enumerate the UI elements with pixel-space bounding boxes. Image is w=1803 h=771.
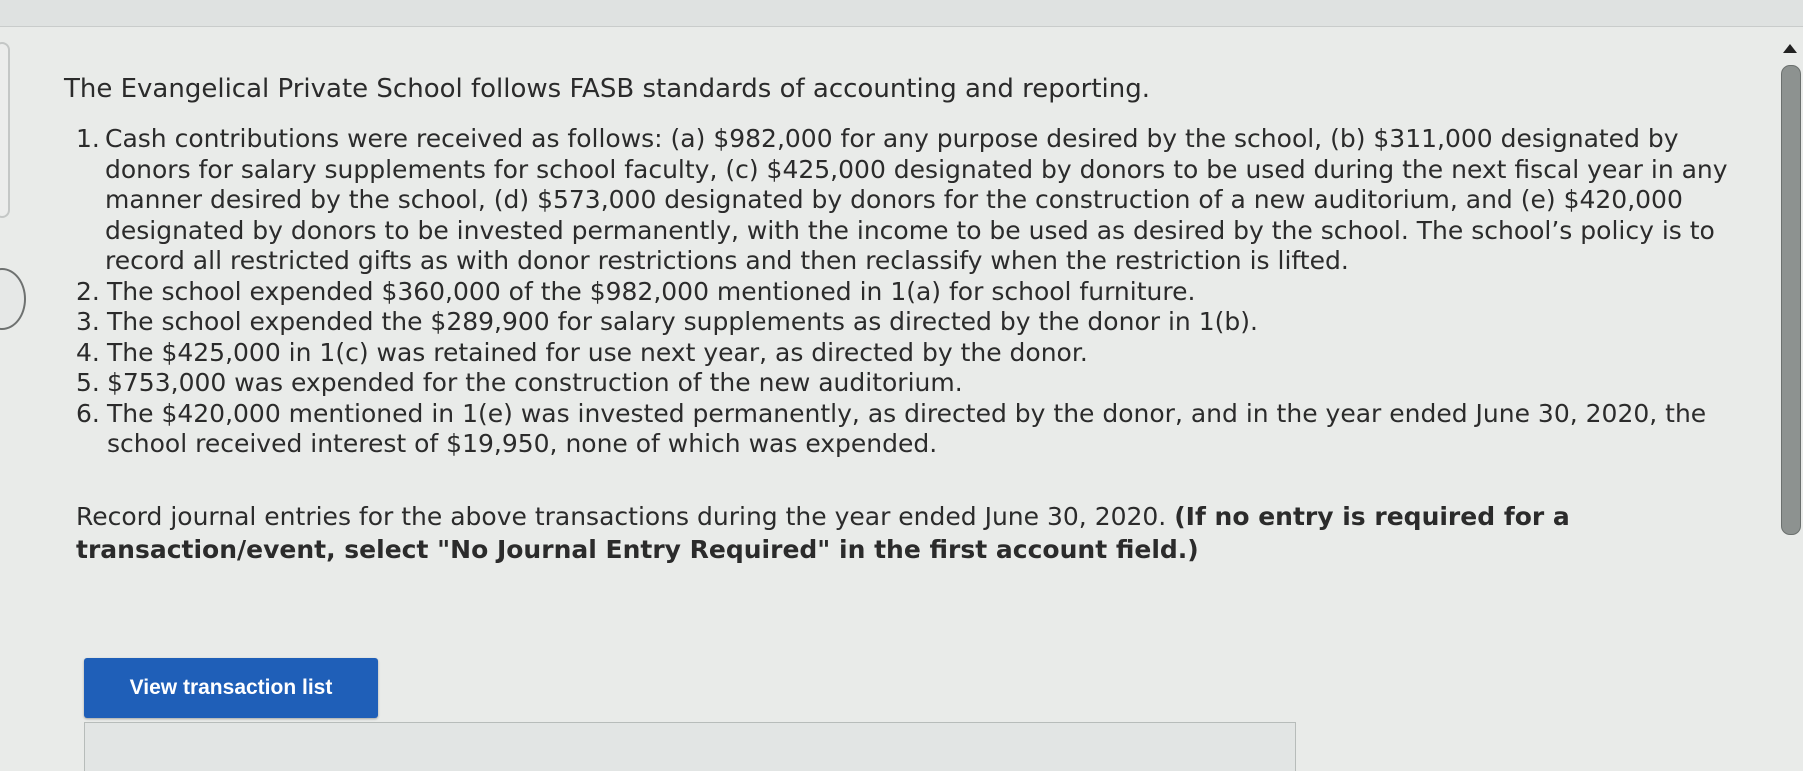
transaction-list [64,124,1754,460]
transaction-number: 3. [76,307,100,336]
instruction-note: (If no entry is required for a transaction/event, select "No Journal Entry Required" in the first account field.) [76,501,1570,564]
transaction-line: manner desired by the school, (d) $573,000 designated by donors for the construction of a new auditorium, and (e) $420,000 [105,185,1683,214]
left-nav-control[interactable] [0,268,26,330]
scroll-up-arrow-icon[interactable] [1783,44,1797,53]
top-toolbar-band [0,0,1803,27]
problem-intro: The Evangelical Private School follows FASB standards of accounting and reporting. [64,74,1151,104]
instruction-main: Record journal entries for the above transactions during the year ended June 30, 2020. [76,501,1167,531]
transaction-item [64,368,1754,399]
transaction-line: school received interest of $19,950, none of which was expended. [107,429,938,458]
transaction-line: designated by donors to be invested permanently, with the income to be used as desired by the school. The school’s policy is to [105,215,1715,245]
transaction-item [64,399,1754,460]
view-transaction-list-button[interactable]: View transaction list [84,658,378,718]
transaction-number: 5. [76,368,100,397]
problem-content [64,74,1754,566]
journal-entry-worksheet[interactable] [84,722,1296,771]
transaction-line: $753,000 was expended for the construction of the new auditorium. [107,368,963,397]
transaction-line: The school expended $360,000 of the $982,000 mentioned in 1(a) for school furniture. [107,276,1196,306]
transaction-item [64,124,1754,277]
scrollbar-thumb[interactable] [1781,65,1801,535]
transaction-line: record all restricted gifts as with donor restrictions and then reclassify when the restriction is lifted. [105,246,1349,275]
transaction-item [64,338,1754,369]
left-panel-edge [0,42,10,218]
transaction-line: The $425,000 in 1(c) was retained for use next year, as directed by the donor. [107,337,1088,367]
transaction-line: Cash contributions were received as follows: (a) $982,000 for any purpose desired by the school, (b) $311,000 designated by [105,124,1679,153]
transaction-line: donors for salary supplements for school faculty, (c) $425,000 designated by donors to be used during the next fiscal year in any [105,154,1728,184]
transaction-number: 4. [76,337,100,367]
transaction-item [64,277,1754,308]
vertical-scrollbar[interactable] [1779,34,1803,771]
transaction-number: 2. [76,276,100,306]
transaction-number: 1. [76,124,100,153]
transaction-number: 6. [76,398,100,428]
transaction-line: The school expended the $289,900 for salary supplements as directed by the donor in 1(b). [107,307,1258,336]
transaction-item [64,307,1754,338]
instruction-text [76,500,1616,566]
transaction-line: The $420,000 mentioned in 1(e) was invested permanently, as directed by the donor, and in the year ended June 30, 2020, the [107,398,1707,428]
